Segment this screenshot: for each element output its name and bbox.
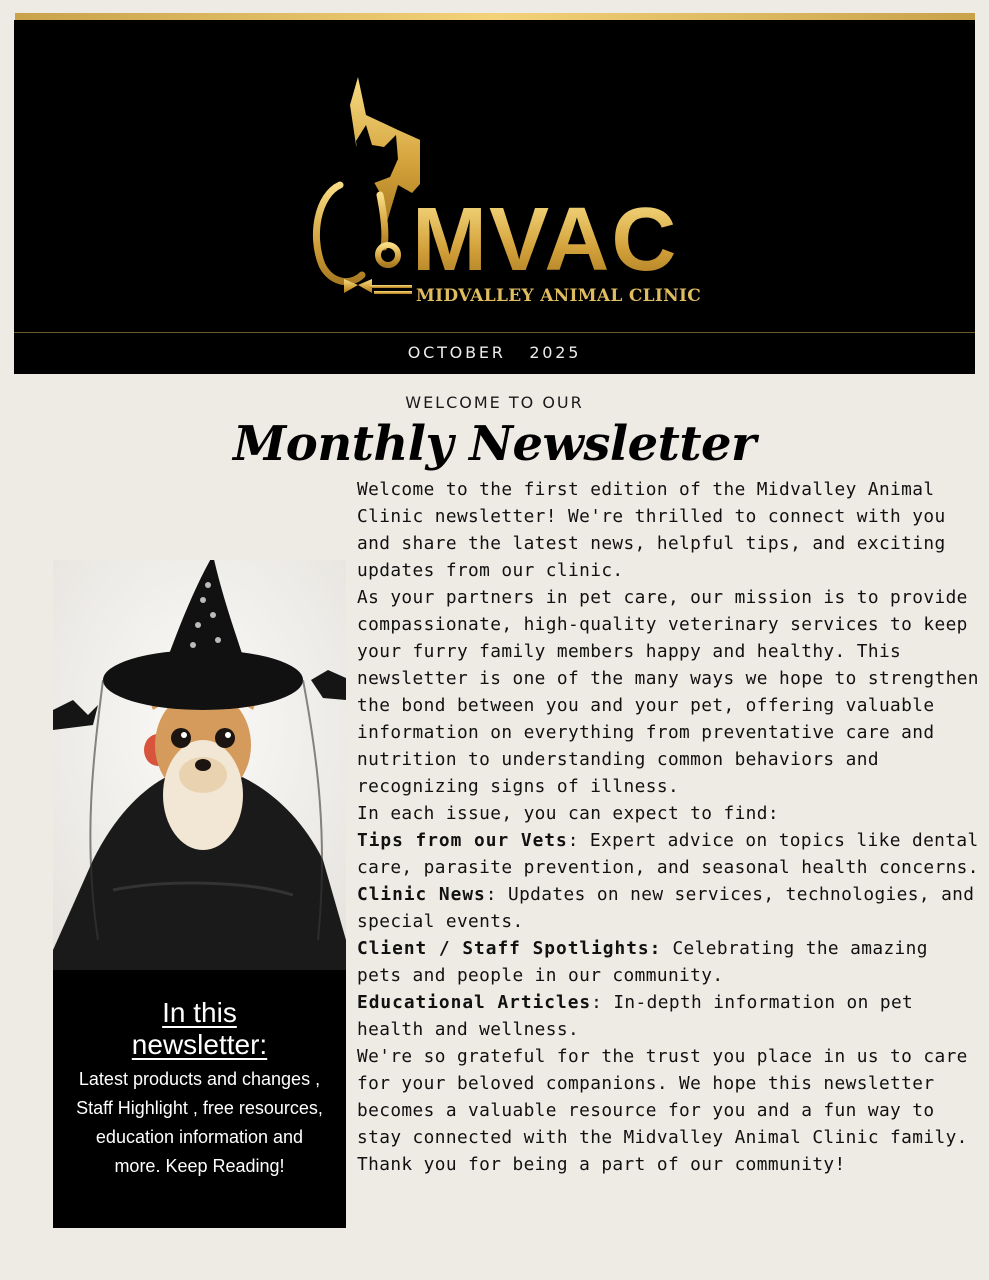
list-item xyxy=(357,989,982,1043)
list-item-text: Celebrating the amazing pets and people in our community. xyxy=(357,938,928,986)
list-item-label: Educational Articles xyxy=(357,992,592,1013)
logo-wordmark: MVAC xyxy=(412,190,679,290)
list-item-label: Client / Staff Spotlights: xyxy=(357,938,662,959)
header-banner xyxy=(14,20,975,332)
list-item-text: : In-depth information on pet health and wellness. xyxy=(357,992,914,1040)
body-paragraph: Welcome to the first edition of the Midvalley Animal Clinic newsletter! We're thrilled to connect with you and share the latest news, helpful tips, and exciting updates from our clinic. xyxy=(357,479,946,581)
sidebar-heading: In this newsletter: xyxy=(131,997,268,1060)
list-item xyxy=(357,827,982,881)
welcome-label: WELCOME TO OUR xyxy=(405,393,584,412)
body-paragraph: Thank you for being a part of our community! xyxy=(357,1154,846,1175)
issue-date: OCTOBER 2025 xyxy=(407,343,582,362)
top-gold-bar xyxy=(15,13,975,20)
list-item xyxy=(357,935,982,989)
chihuahua-witch-costume-photo xyxy=(53,560,346,970)
dog-cat-stethoscope-logo-icon xyxy=(300,75,420,305)
in-this-newsletter-box xyxy=(53,970,346,1228)
newsletter-title: Monthly Newsletter xyxy=(233,416,756,472)
newsletter-body xyxy=(357,476,982,1178)
list-item xyxy=(357,881,982,935)
list-item-text: : Updates on new services, technologies, and special events. xyxy=(357,884,975,932)
list-item-text: : Expert advice on topics like dental care, parasite prevention, and seasonal health concerns. xyxy=(357,830,979,878)
list-item-label: Tips from our Vets xyxy=(357,830,568,851)
body-paragraph: In each issue, you can expect to find: xyxy=(357,803,779,824)
logo-subtitle: MIDVALLEY ANIMAL CLINIC xyxy=(416,286,702,306)
date-band xyxy=(14,332,975,374)
sidebar-text: Latest products and changes , Staff Highlight , free resources, education information and more. Keep Reading! xyxy=(76,1069,323,1176)
list-item-label: Clinic News xyxy=(357,884,486,905)
body-paragraph: As your partners in pet care, our mission is to provide compassionate, high-quality veterinary services to keep your furry family members happy and healthy. This newsletter is one of the many ways we hope to strengthen the bond between you and your pet, offering valuable information on everything from preventative care and nutrition to understanding common behaviors and recognizing signs of illness. xyxy=(357,587,979,797)
body-paragraph: We're so grateful for the trust you place in us to care for your beloved companions. We hope this newsletter becomes a valuable resource for you and a fun way to stay connected with the Midvalley Animal Clinic family. xyxy=(357,1046,968,1148)
